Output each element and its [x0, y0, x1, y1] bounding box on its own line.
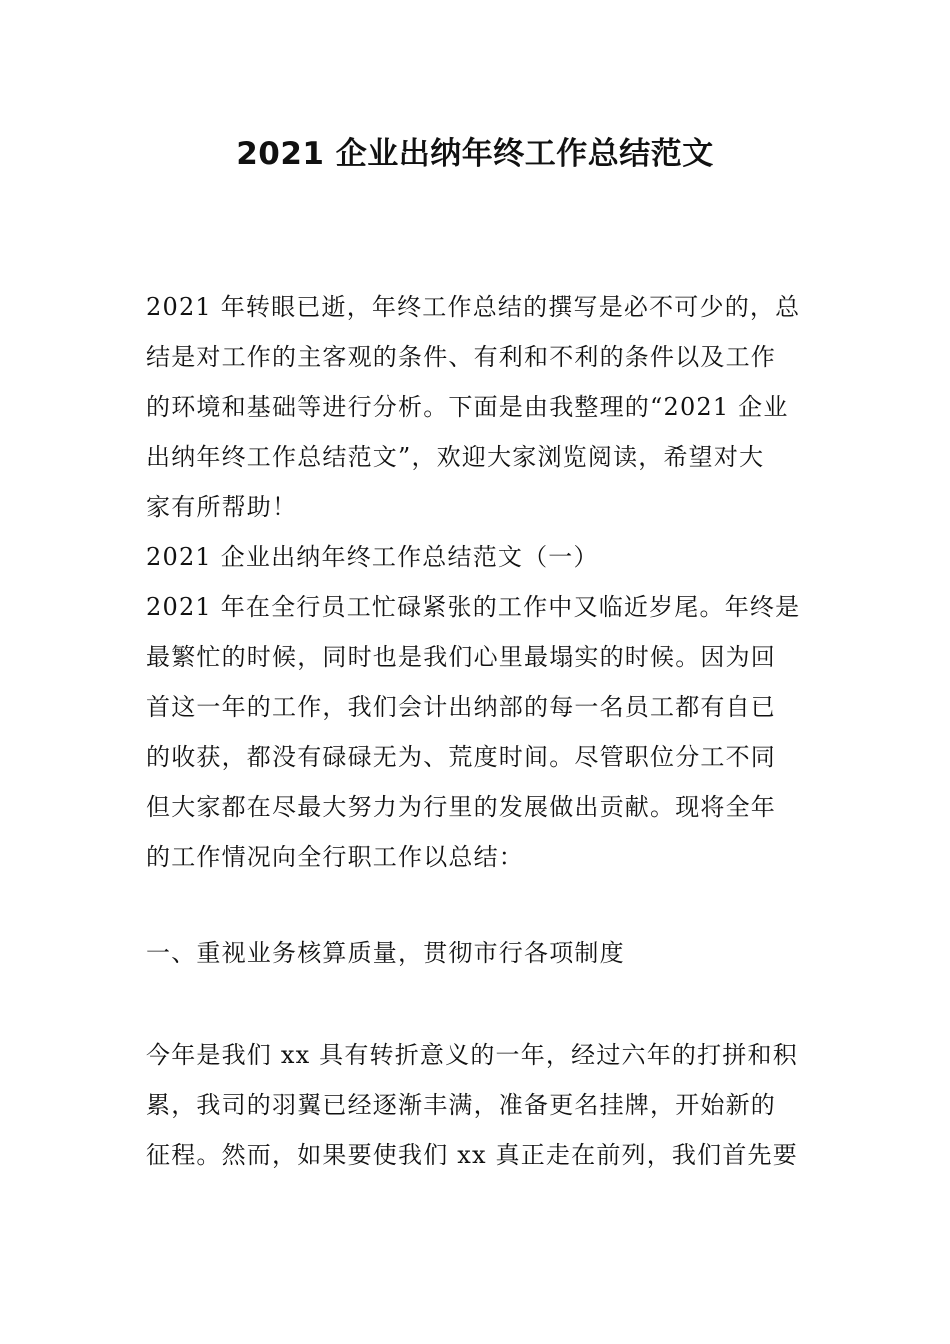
paragraph-line: 最繁忙的时候，同时也是我们心里最塌实的时候。因为回	[146, 643, 776, 671]
intro-paragraph	[146, 282, 806, 882]
intro-line: 结是对工作的主客观的条件、有利和不利的条件以及工作	[146, 343, 776, 371]
paragraph-line: 但大家都在尽最大努力为行里的发展做出贡献。现将全年	[146, 793, 776, 821]
intro-line: 家有所帮助！	[146, 493, 298, 521]
section-heading	[146, 928, 806, 978]
intro-line: 的环境和基础等进行分析。下面是由我整理的“2021 企业	[146, 393, 789, 421]
paragraph-line: 今年是我们 xx 具有转折意义的一年，经过六年的打拼和积	[146, 1041, 798, 1069]
intro-line: 2021 年转眼已逝，年终工作总结的撰写是必不可少的，总	[146, 293, 801, 321]
paragraph-line: 2021 年在全行员工忙碌紧张的工作中又临近岁尾。年终是	[146, 593, 801, 621]
paragraph-line: 的收获，都没有碌碌无为、荒度时间。尽管职位分工不同	[146, 743, 776, 771]
paragraph-line: 首这一年的工作，我们会计出纳部的每一名员工都有自已	[146, 693, 776, 721]
paragraph-line: 的工作情况向全行职工作以总结：	[146, 843, 524, 871]
body-paragraph	[146, 1030, 806, 1180]
heading-line: 一、重视业务核算质量，贯彻市行各项制度	[146, 939, 625, 967]
paragraph-line: 征程。然而，如果要使我们 xx 真正走在前列，我们首先要	[146, 1141, 798, 1169]
section-title: 2021 企业出纳年终工作总结范文（一）	[146, 543, 599, 571]
paragraph-line: 累，我司的羽翼已经逐渐丰满，准备更名挂牌，开始新的	[146, 1091, 776, 1119]
intro-line: 出纳年终工作总结范文”，欢迎大家浏览阅读，希望对大	[146, 443, 765, 471]
document-title: 2021 企业出纳年终工作总结范文	[236, 136, 714, 172]
